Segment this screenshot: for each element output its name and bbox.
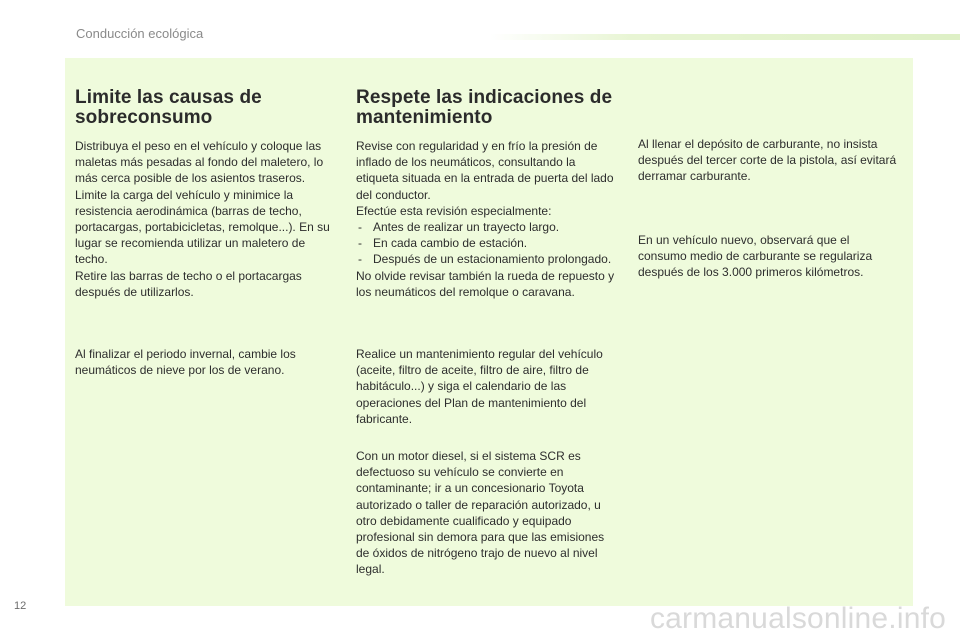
list-item: - Después de un estacionamiento prolongado. (356, 251, 618, 267)
right-column (638, 136, 900, 185)
page-number: 12 (14, 600, 27, 612)
scr-system-text: Con un motor diesel, si el sistema SCR es defectuoso su vehículo se convierte en contaminante; ir a un concesionario Toyota autorizado o taller de reparación autorizado, u otro debidamente cualificado y equipado profesional sin demora para que las emisiones de óxidos de nitrógeno trajo de nuevo al nivel legal. (356, 449, 605, 577)
list-item: - En cada cambio de estación. (356, 235, 618, 251)
new-vehicle-consumption-text: En un vehículo nuevo, observará que el consumo medio de carburante se regulariza después de los 3.000 primeros kilómetros. (638, 233, 873, 280)
fuel-filling-text: Al llenar el depósito de carburante, no insista después del tercer corte de la pistola, así evitará derramar carburante. (638, 137, 897, 184)
page-header-title: Conducción ecológica (76, 26, 204, 41)
middle-column (356, 88, 618, 300)
list-item: - Antes de realizar un trayecto largo. (356, 219, 618, 235)
watermark: carmanualsonline.info (649, 602, 946, 635)
check-intro-text: Efectúe esta revisión especialmente: (356, 203, 552, 218)
section-heading-maintenance: Respete las indicaciones de mantenimiento (356, 87, 613, 128)
spare-wheel-text: No olvide revisar también la rueda de repuesto y los neumáticos del remolque o caravana. (356, 268, 615, 299)
roof-bars-text: Retire las barras de techo o el portacargas después de utilizarlos. (75, 268, 302, 299)
weight-distribution-text: Distribuya el peso en el vehículo y coloque las maletas más pesadas al fondo del maletero, lo más cerca posible de los asientos traseros. (75, 139, 324, 186)
maintenance-schedule-text: Realice un mantenimiento regular del vehículo (aceite, filtro de aceite, filtro de aire, filtro de habitáculo...) y siga el calendario de las operaciones del Plan de mantenimiento del fabricante. (356, 347, 603, 426)
check-list (356, 219, 618, 268)
tyre-pressure-text: Revise con regularidad y en frío la presión de inflado de los neumáticos, consultando la etiqueta situada en la entrada de puerta del lado del conductor. (356, 139, 614, 202)
left-column (75, 88, 335, 300)
winter-tyres-text: Al finalizar el periodo invernal, cambie los neumáticos de nieve por los de verano. (75, 347, 296, 378)
section-heading-overconsumption: Limite las causas de sobreconsumo (75, 87, 262, 128)
header-divider (490, 34, 960, 40)
load-limit-text: Limite la carga del vehículo y minimice la resistencia aerodinámica (barras de techo, portacargas, portabicicletas, remolque...). En su lugar se recomienda utilizar un maletero de techo. (75, 187, 330, 267)
